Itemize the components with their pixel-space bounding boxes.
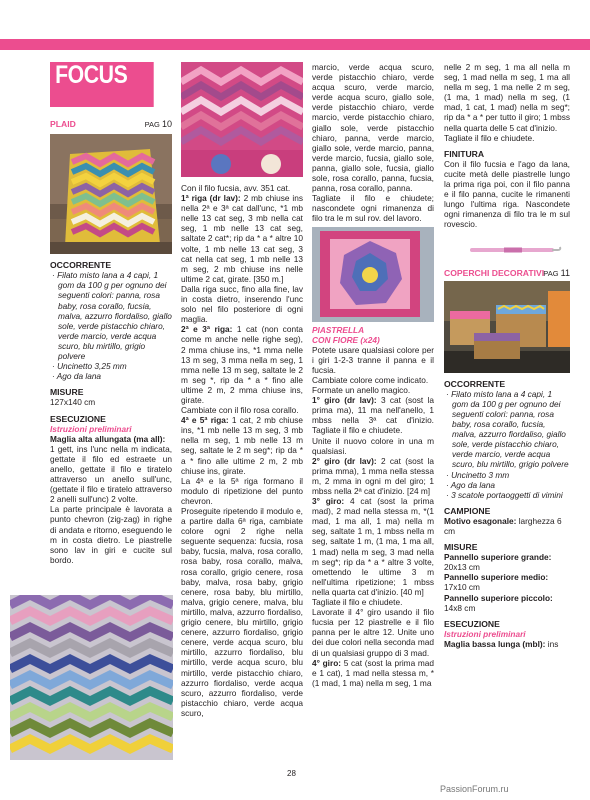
maglia-bassa-text: Maglia bassa lunga (mbl): ins	[444, 638, 559, 649]
misura-piccolo-label: Pannello superiore piccolo:	[444, 592, 553, 603]
plaid-title: PLAID	[50, 119, 76, 129]
chevron-detail-photo	[10, 595, 173, 760]
c2-p4: 2ª e 3ª riga: 1 cat (non conta come m anche nelle righe seg), 2 mma chiuse ins, *1 mma nelle 13 m seg, 3 mma nella m seg, 1 mma nelle 13 m seg, saltate le 2 m seg *, rip da * a * fino alle ultime 2 m, 2 mma chiuse ins, girate.	[181, 324, 303, 405]
c4-p2: Tagliate il filo e chiudete.	[444, 132, 535, 143]
c3-p5: Formate un anello magico.	[312, 385, 411, 396]
misure-heading-2: MISURE	[444, 542, 478, 553]
page-number: 28	[287, 769, 296, 778]
piastrella-subtitle: CON FIORE (x24)	[312, 334, 380, 345]
misure-heading: MISURE	[50, 387, 84, 398]
coperchi-page-ref: PAG 11	[543, 267, 570, 278]
top-accent-bar	[0, 39, 590, 50]
occorrente-item: · Filato misto lana a 4 capi, 1 gom da 100 g per ognuno dei seguenti colori: panna, rosa baby, rosa corallo, fucsia, malva, azzurro fiordaliso, giallo sole, verde pistacchio chiaro, verde marcio, verde acqua scuro, blu mirtillo, grigio polvere	[446, 388, 569, 470]
parte-text: La parte principale è lavorata a punto chevron (zig-zag) in righe di andata e ritorno, eseguendo le m in costa dietro. Le piastrelle sono lav in giri e cucite sul bordo.	[50, 504, 172, 565]
misura-piccolo-value: 14x8 cm	[444, 602, 476, 613]
esecuzione-heading-2: ESECUZIONE	[444, 618, 500, 629]
maglia-heading: Maglia alta allungata (ma all):	[50, 433, 166, 444]
c3-p6: 1° giro (dr lav): 3 cat (sost la prima ma), 11 ma nell'anello, 1 mbss nella 3ª cat d'inizio. Tagliate il filo e chiudete.	[312, 395, 435, 436]
c3-p10: Tagliate il filo e chiudete.	[312, 597, 403, 608]
baskets-photo	[444, 281, 570, 373]
c4-p1: nelle 2 m seg, 1 ma all nella m seg, 1 mad nella m seg, 1 ma all nella m seg, 1 ma nelle 2 m seg, (1 ma, 1 mad) nella m seg, (1 mad, 1 cat, 1 mad) nella m seg*; rip da * a * per tutto il giro; 1 mbss nella quarta delle 5 cat d'inizio.	[444, 62, 570, 133]
focus-banner: FOCUS	[50, 62, 154, 107]
c3-p2: Tagliate il filo e chiudete; nascondete ogni rimanenza di filo tra le m sul rov. del lavoro.	[312, 193, 434, 224]
c3-p1: marcio, verde acqua scuro, verde pistacchio chiaro, verde acqua scuro, verde marcio, verde acqua scuro, giallo sole, verde pistacchio chiaro, verde marcio, verde pistacchio chiaro, giallo sole, verde pistacchio chiaro, panna, verde marcio, giallo sole, verde marcio, panna, verde marcio, fucsia, giallo sole, panna, giallo sole, fucsia, giallo sole, rosa corallo, panna, fucsia, panna, rosa corallo, panna.	[312, 62, 434, 194]
c2-p8: Proseguite ripetendo il modulo e, a partire dalla 6ª riga, cambiate colore ogni 2 righe nella seguente sequenza: fucsia, rosa baby, fucsia, malva, rosa corallo, rosa baby, rosa corallo, malva, rosa corallo, grigio cenere, rosa baby, malva, rosa baby, grigio cenere, rosa baby, blu mirtillo, malva, grigio cenere, malva, blu mirtillo, malva, azzurro fiordaliso, grigio cenere, blu mirtillo, grigio cenere, azzurro fiordaliso, grigio cenere, verde acqua scuro, blu mirtillo, azzurro fiordaliso, blu mirtillo, verde acqua scuro, blu mirtillo, verde pistacchio chiaro, azzurro fiordaliso, verde acqua scuro, azzurro fiordaliso, verde pistacchio chiaro, verde acqua scuro,	[181, 506, 303, 718]
occorrente-item: · Filato misto lana a 4 capi, 1 gom da 100 g per ognuno dei seguenti colori: panna, rosa baby, rosa corallo, fucsia, malva, azzurro fiordaliso, giallo sole, verde pistacchio chiaro, verde marcio, verde acqua scuro, blu mirtillo, grigio polvere	[52, 270, 172, 362]
c3-p7: Unite il nuovo colore in una m qualsiasi.	[312, 435, 434, 456]
misura-grande-label: Pannello superiore grande:	[444, 552, 552, 563]
occorrente-heading-2: OCCORRENTE	[444, 378, 506, 389]
finitura-text: Con il filo fucsia e l'ago da lana, cucite metà delle piastrelle lungo la prima riga poi, con il filo panna e il filo panna, cucite le rimanenti lungo l'ultima riga. Nascondete ogni rimanenza di filo tra le m sul rovescio.	[444, 158, 570, 230]
esecuzione-heading: ESECUZIONE	[50, 413, 106, 424]
occorrente-item: · Ago da lana	[446, 479, 496, 490]
chevron-pink-photo	[181, 62, 303, 177]
istruzioni-label-2: Istruzioni preliminari	[444, 628, 526, 639]
occorrente-heading: OCCORRENTE	[50, 260, 112, 271]
plaid-page-ref: PAG 10	[144, 119, 172, 130]
c2-p6: 4ª e 5ª riga: 1 cat, 2 mb chiuse ins, *1 mb nelle 13 m seg, 3 mb nella m seg, 1 mb nelle 13 m seg, saltate le 2 m seg*; rip da * a * fino alle ultime 2 m, 2 mb chiuse ins, girate.	[181, 415, 303, 476]
misura-grande-value: 20x13 cm	[444, 562, 480, 573]
c2-p5: Cambiate con il filo rosa corallo.	[181, 405, 299, 416]
c3-p9: 3° giro: 4 cat (sost la prima mad), 2 mad nella stessa m, *(1 mad, 1 ma all, 1 ma) nella m seg, saltate 1 m, 1 mbss nella m seg, saltate 1 m, (1 ma, 1 ma all, 1 mad) nella m seg, 3 mad nella m seg*; rip da * a * altre 3 volte, omettendo le ultime 3 m nell'ultima ripetizione; 1 mbss nella quarta cat d'inizio. [40 m]	[312, 496, 434, 597]
watermark: PassionForum.ru	[440, 784, 509, 794]
misure-value: 127x140 cm	[50, 397, 96, 408]
maglia-text: 1 gett, ins l'unc nella m indicata, gettate il filo ed estraete un anello, gettate il filo e tiratelo attraverso un anello sull'unc, (gettate il filo e tiratelo attraverso 2 anelli sull'unc) 2 volte.	[50, 443, 172, 505]
c2-p2: 1ª riga (dr lav): 2 mb chiuse ins nella 2ª e 3ª cat dall'unc, *1 mb nelle 13 cat seg, 3 mb nella cat seg, 1 mb nelle 13 cat seg, saltate 2 cat*; rip da * a * altre 10 volte, 1 mb nelle 13 cat seg, 3 cat nella cat seg, 1 mb nelle 13 m seg, 2 mb chiuse ins nelle ultime 2 cat, girate. [350 m.]	[181, 193, 304, 284]
misura-medio-label: Pannello superiore medio:	[444, 572, 549, 583]
column-4	[444, 62, 570, 649]
c2-p7: La 4ª e la 5ª riga formano il modulo di ripetizione del punto chevron.	[181, 475, 303, 506]
finitura-heading: FINITURA	[444, 148, 485, 159]
occorrente-item: · 3 scatole portaoggetti di vimini	[446, 489, 563, 500]
c2-p3: Dalla riga succ, fino alla fine, lav in costa dietro, inserendo l'unc solo nel filo posteriore di ogni maglia.	[181, 283, 303, 325]
campione-text: Motivo esagonale: larghezza 6 cm	[444, 515, 562, 536]
piastrella-title: PIASTRELLA	[312, 324, 365, 335]
c3-p8: 2° giro (dr lav): 2 cat (sost la prima mma), 1 mma nella stessa m, 2 mma in ogni m del giro; 1 mbss nella 2ª cat d'inizio. [24 m]	[312, 455, 435, 496]
c3-p4: Cambiate colore come indicato.	[312, 374, 429, 385]
campione-heading: CAMPIONE	[444, 505, 491, 516]
tile-flower-photo	[312, 227, 434, 322]
crochet-hook-icon	[444, 230, 570, 266]
plaid-photo	[50, 134, 172, 254]
coperchi-title: COPERCHI DECORATIVI	[444, 267, 545, 278]
occorrente-item: · Ago da lana	[52, 371, 102, 382]
istruzioni-label: Istruzioni preliminari	[50, 423, 132, 434]
c2-p1: Con il filo fucsia, avv. 351 cat.	[181, 183, 291, 193]
c3-p11: Lavorate il 4° giro usando il filo fucsia per 12 piastrelle e il filo panna per le altre 12. Unite uno dei due colori nella seconda mad di un qualsiasi gruppo di 3 mad.	[312, 607, 434, 658]
misura-medio-value: 17x10 cm	[444, 582, 480, 593]
c3-p3: Potete usare qualsiasi colore per i giri 1-2-3 tranne il panna e il fucsia.	[312, 344, 434, 375]
occorrente-item: · Uncinetto 3,25 mm	[52, 361, 127, 372]
column-1	[50, 62, 172, 565]
column-2	[181, 183, 303, 718]
occorrente-item: · Uncinetto 3 mm	[446, 469, 510, 480]
c3-p12: 4° giro: 5 cat (sost la prima mad e 1 cat), 1 mad nella stessa m, *(1 mad, 1 ma) nella m seg, 1 ma	[312, 657, 434, 688]
column-3	[312, 62, 434, 688]
